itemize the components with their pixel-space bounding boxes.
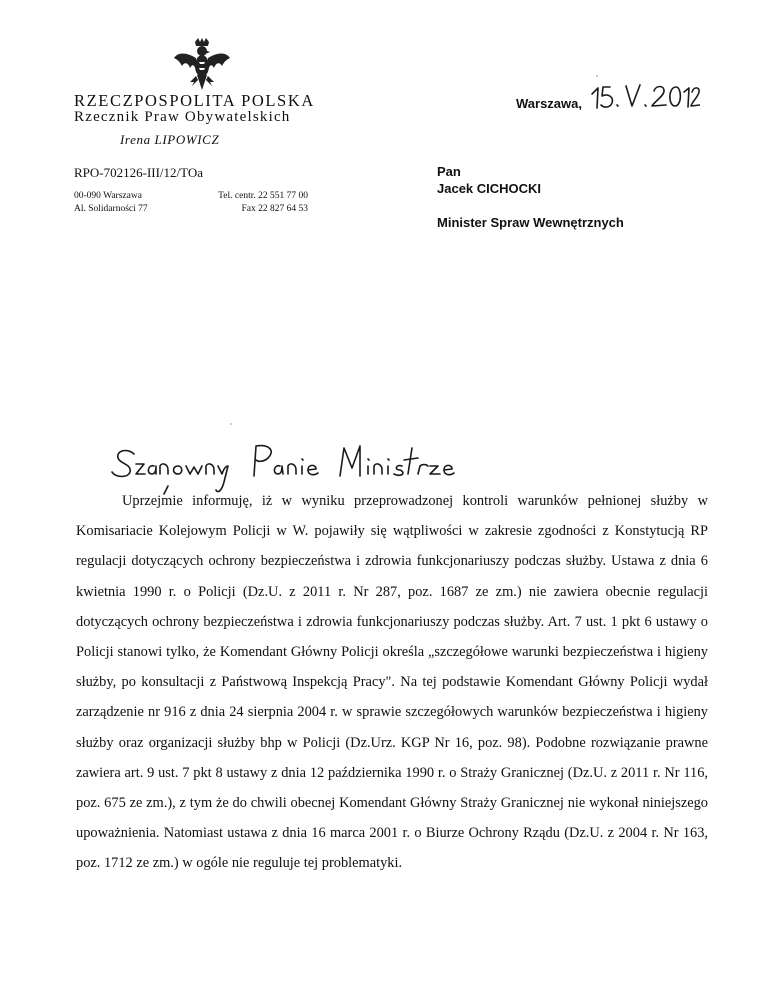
- letter-body: [76, 486, 708, 879]
- handwritten-date: [588, 82, 700, 110]
- recipient-name: Jacek CICHOCKI: [437, 181, 542, 196]
- fax: Fax 22 827 64 53: [241, 204, 308, 214]
- polish-eagle-emblem-icon: [170, 38, 234, 94]
- institution-title: RZECZPOSPOLITA POLSKA: [74, 91, 315, 110]
- scan-speck: [230, 423, 232, 425]
- telephone: Tel. centr. 22 551 77 00: [218, 191, 308, 201]
- sender-address: [74, 190, 148, 216]
- date-place: Warszawa,: [516, 96, 582, 111]
- sender-contact: [200, 190, 308, 216]
- recipient-role: Minister Spraw Wewnętrznych: [437, 215, 624, 230]
- address-line-2: Al. Solidarności 77: [74, 204, 148, 214]
- address-line-1: 00-090 Warszawa: [74, 191, 142, 201]
- scan-speck: [596, 75, 598, 77]
- recipient-salutation: Pan: [437, 164, 461, 179]
- ombudsman-name: Irena LIPOWICZ: [120, 132, 220, 147]
- institution-subtitle: Rzecznik Praw Obywatelskich: [74, 109, 291, 125]
- reference-number: RPO-702126-III/12/TOa: [74, 165, 204, 180]
- recipient-block: [437, 163, 624, 231]
- body-paragraph: Uprzejmie informuję, iż w wyniku przeprowadzonej kontroli warunków pełnionej służby w Komisariacie Kolejowym Policji w W. pojawiły się wątpliwości w zakresie zgodności z Konstytucją RP regulacji dotyczących ochrony bezpieczeństwa i zdrowia funkcjonariuszy podczas służby. Ustawa z dnia 6 kwietnia 1990 r. o Policji (Dz.U. z 2011 r. Nr 287, poz. 1687 ze zm.) nie zawiera obecnie regulacji dotyczących ochrony bezpieczeństwa i zdrowia funkcjonariuszy podczas służby. Art. 7 ust. 1 pkt 6 ustawy o Policji stanowi tylko, że Komendant Główny Policji określa „szczegółowe warunki bezpieczeństwa i higieny służby, po konsultacji z Państwową Inspekcją Pracy". Na tej podstawie Komendant Główny Policji wydał zarządzenie nr 916 z dnia 24 sierpnia 2004 r. w sprawie szczegółowych warunków bezpieczeństwa i higieny służby oraz organizacji służby bhp w Policji (Dz.Urz. KGP Nr 16, poz. 98). Podobne rozwiązanie prawne zawiera art. 9 ust. 7 pkt 8 ustawy z dnia 12 października 1990 r. o Straży Granicznej (Dz.U. z 2011 r. Nr 116, poz. 675 ze zm.), z tym że do chwili obecnej Komendant Główny Straży Granicznej nie wykonał niniejszego upoważnienia. Natomiast ustawa z dnia 16 marca 2001 r. o Biurze Ochrony Rządu (Dz.U. z 2004 r. Nr 163, poz. 1712 ze zm.) w ogóle nie reguluje tej problematyki.: [76, 493, 708, 872]
